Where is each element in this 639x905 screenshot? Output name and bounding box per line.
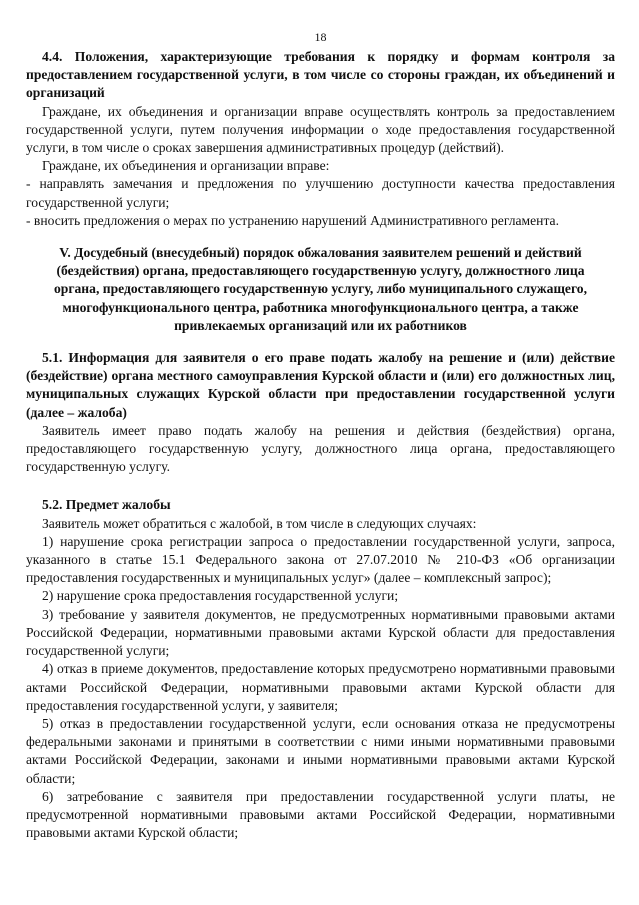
section-5-2-item: 6) затребование с заявителя при предоставлении государственной услуги платы, не предусмотренной нормативными правовыми актами Российской Федерации, нормативными правовыми актами Курской области; — [26, 788, 615, 841]
page-number: 18 — [314, 30, 327, 44]
section-5-1-paragraph: Заявитель имеет право подать жалобу на решения и действия (бездействия) органа, предоставляющего государственную услугу, должностного лица органа, предоставляющего государственную услугу. — [26, 422, 615, 475]
section-4-4-paragraph: Граждане, их объединения и организации вправе осуществлять контроль за предоставлением государственной услуги, путем получения информации о ходе предоставления государственной услуги, в том числе о сроках завершения административных процедур (действий). — [26, 103, 615, 156]
section-5-2-item: 1) нарушение срока регистрации запроса о предоставлении государственной услуги, запроса, указанного в статье 15.1 Федерального закона от 27.07.2010 № 210-ФЗ «Об организации предоставления государственных и муниципальных услуг» (далее – комплексный запрос); — [26, 533, 615, 586]
section-4-4-list-item: - вносить предложения о мерах по устранению нарушений Административного регламента. — [26, 212, 559, 228]
section-5-2-intro: Заявитель может обратиться с жалобой, в том числе в следующих случаях: — [42, 515, 477, 531]
section-5-2-heading: 5.2. Предмет жалобы — [42, 497, 171, 513]
section-5-2-item: 3) требование у заявителя документов, не предусмотренных нормативными правовыми актами Российской Федерации, нормативными правовыми актами Курской области для предоставления государственной услуги; — [26, 606, 615, 659]
chapter-5-title: V. Досудебный (внесудебный) порядок обжалования заявителем решений и действий (бездействия) органа, предоставляющего государственную услугу, должностного лица органа, предоставляющего государственную услугу, либо муниципального служащего, многофункционального центра, работника многофункционального центра, а также привлекаемых организаций или их работников — [53, 245, 587, 333]
section-4-4-paragraph: Граждане, их объединения и организации вправе: — [42, 158, 330, 174]
section-4-4-heading: 4.4. Положения, характеризующие требования к порядку и формам контроля за предоставлением государственной услуги, в том числе со стороны граждан, их объединений и организаций — [26, 49, 615, 101]
section-5-2-item: 5) отказ в предоставлении государственной услуги, если основания отказа не предусмотрены федеральными законами и принятыми в соответствии с ними иными нормативными правовыми актами Российской Федерации, законами и иными нормативными правовыми актами Курской области; — [26, 715, 615, 786]
section-5-2-item: 4) отказ в приеме документов, предоставление которых предусмотрено нормативными правовыми актами Российской Федерации, нормативными правовыми актами Курской области для предоставления государственной услуги, у заявителя; — [26, 661, 615, 713]
section-4-4-list-item: - направлять замечания и предложения по улучшению доступности качества предоставления государственной услуги; — [26, 176, 615, 210]
section-5-1-heading: 5.1. Информация для заявителя о его праве подать жалобу на решение и (или) действие (бездействие) органа местного самоуправления Курской области и (или) его должностных лиц, муниципальных служащих Курской области при предоставлении государственной услуги (далее – жалоба) — [26, 350, 615, 420]
section-5-2-item: 2) нарушение срока предоставления государственной услуги; — [42, 588, 399, 604]
